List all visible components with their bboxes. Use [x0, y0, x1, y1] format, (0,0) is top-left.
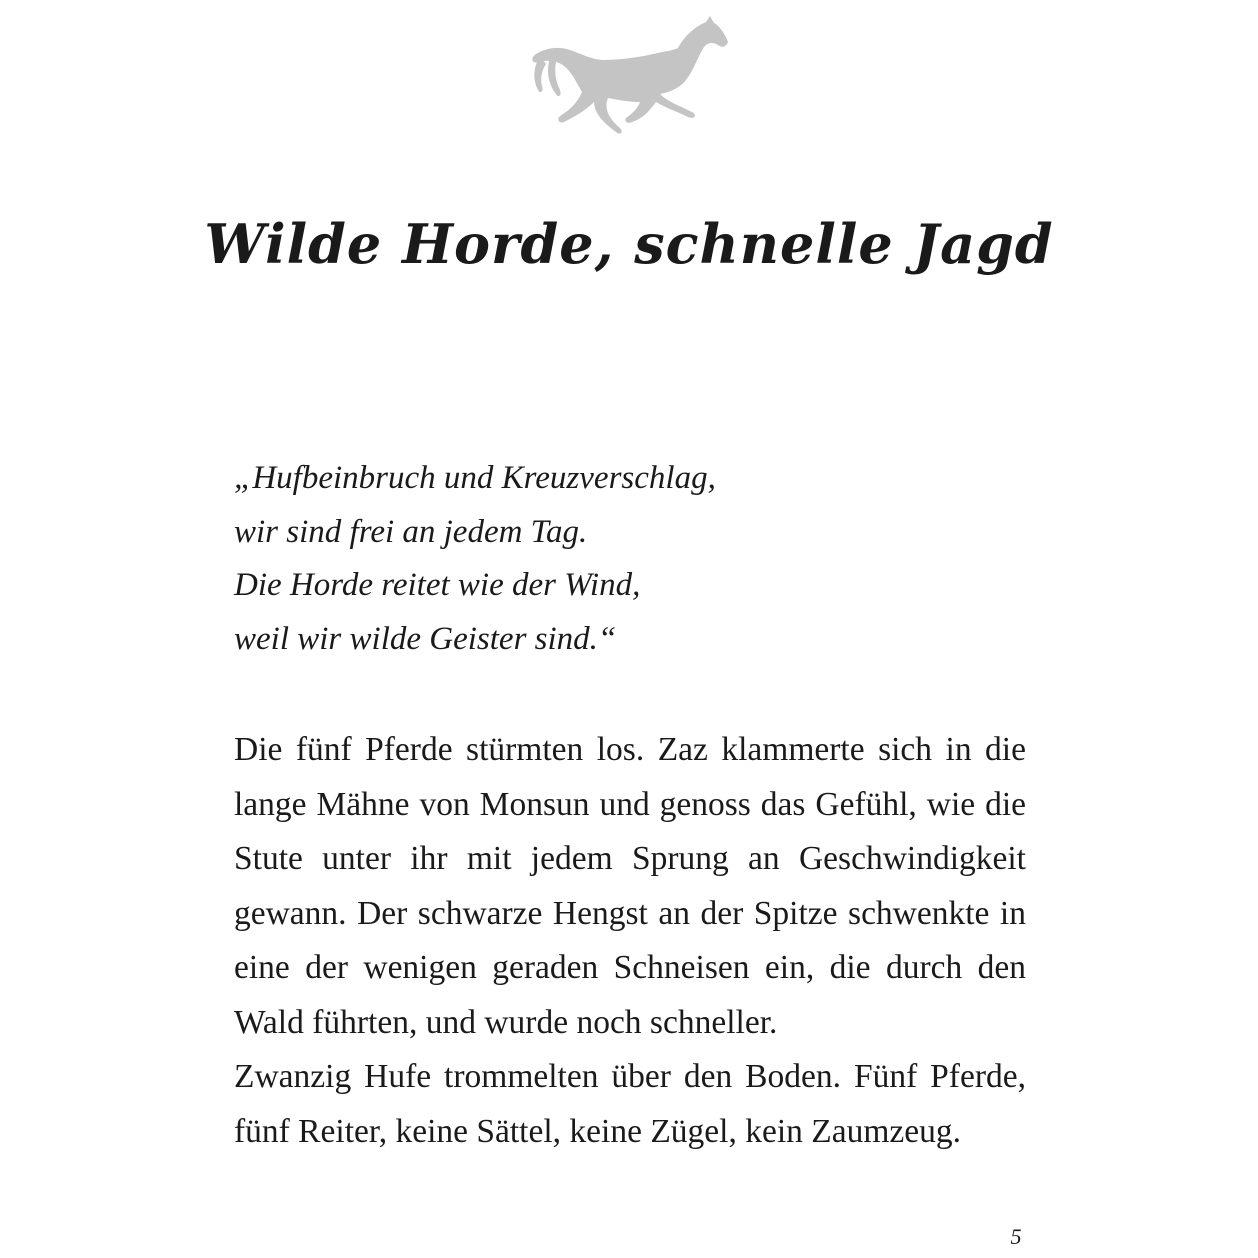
verse-line: weil wir wilde Geister sind.“ — [234, 620, 617, 657]
page-number: 5 — [1010, 1224, 1022, 1249]
paragraph: Zwanzig Hufe trommelten über den Boden. Fünf Pferde, fünf Reiter, keine Sättel, keine Zügel, kein Zaumzeug. — [234, 1058, 1026, 1150]
verse-line: wir sind frei an jedem Tag. — [234, 513, 588, 550]
galloping-horse-icon — [528, 14, 730, 140]
chapter-title: Wilde Horde, schnelle Jagd — [204, 212, 1054, 276]
paragraph: Die fünf Pferde stürmten los. Zaz klammerte sich in die lange Mähne von Monsun und genoss das Gefühl, wie die Stute unter ihr mit jedem Sprung an Geschwindigkeit gewann. Der schwarze Hengst an der Spitze schwenkte in eine der wenigen geraden Schneisen ein, die durch den Wald führten, und wurde noch schneller. — [234, 731, 1026, 1041]
verse-line: „Hufbeinbruch und Kreuzverschlag, — [234, 460, 716, 496]
body-text — [234, 723, 1026, 1159]
verse-line: Die Horde reitet wie der Wind, — [234, 567, 641, 603]
verse-block — [234, 452, 1034, 666]
